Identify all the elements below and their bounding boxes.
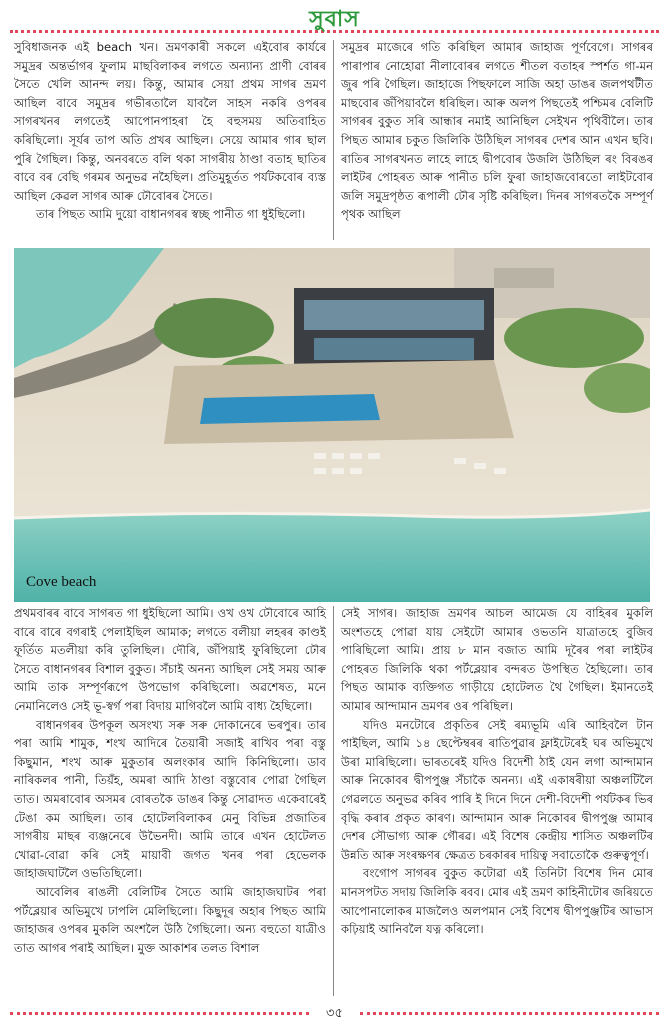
bottom-right-column bbox=[341, 604, 653, 939]
paragraph: প্ৰথমবাৰৰ বাবে সাগৰত গা ধুইছিলো আমি। ওখ ওখ ঢৌবোৰে আহি বাৰে বাৰে বগৰাই পেলাইছিল আমাক; লগতে বলীয়া লহৰৰ কাণ্ডই ফূৰ্তিত মতলীয়া কৰি তুলিছিল। দৌৰি, জঁপিয়াই ফুৰিছিলো ঢৌৰ সৈতে বাধানগৰৰ বিশাল বুকুত। সঁচাই অনন্য আছিল সেই সময় আৰু আমি তাক সম্পূৰ্ণৰূপে উপভোগ কৰিছিলো। অৱশেষত, মনে নেমানিলেও সেই ভূ-স্বৰ্গ পৰা বিদায় মাগিবলৈ আমি বাধ্য হৈছিলো। bbox=[14, 606, 326, 713]
paragraph: সুবিধাজনক এই beach খন। ভ্ৰমণকাৰী সকলে এইবোৰ কাৰ্যৰে সমুদ্ৰৰ অন্তৰ্ভাগৰ ফুলাম মাছবিলাকৰ লগতে অন্যান্য প্ৰাণী বোৰৰ সৈতে খেলি আনন্দ লয়। কিন্তু, আমাৰ সেয়া প্ৰথম সাগৰ ভ্ৰমণ আছিল বাবে সমুদ্ৰৰ গভীৰতালৈ যাবলৈ সাহস নকৰি ওপৰৰ সাগৰখনৰ লগতেই আপোনপাহৰা হৈ বহুসময় অতিবাহিত কৰিছিলো। সূৰ্যৰ তাপ অতি প্ৰখৰ আছিল। সেয়ে আমাৰ গাৰ ছাল পুৰি গৈছিল। কিন্তু, অনবৰতে বলি থকা সাগৰীয় ঠাণ্ডা বতাহ ছাতিৰ বাবে বৰ বেছি গৰমৰ অনুভৱ নহৈছিল। প্ৰতিমুহূৰ্তত পৰ্যটকবোৰ ব্যস্ত আছিল কেৱল সাগৰ আৰু ঢৌবোৰৰ সৈতে। bbox=[14, 40, 326, 203]
paragraph: বাধানগৰৰ উপকূল অসংখ্য সৰু সৰু দোকানেৰে ভৰপুৰ। তাৰ পৰা আমি শামুক, শংখ আদিৰে তৈয়াৰী সজাই ৰাখিব পৰা বস্তু কিছুমান, শংখ আৰু মুকুতাৰ অলংকাৰ আদি কিনিছিলো। ডাব নাৰিকলৰ পানী, তিয়ঁহ, অমৰা আদি ঠাণ্ডা বস্তুবোৰ পোৱা গৈছিল তাত। অমৰাবোৰ অসমৰ বোৰতকৈ ডাঙৰ কিন্তু সোৱাদত একেবাৰেই টেঙা কম আছিল। তাৰ হোটেলবিলাকৰ মেনু বিভিন্ন প্ৰজাতিৰ সাগৰীয় মাছৰ ব্যঞ্জনেৰে উভৈনদী। আমি তাৰে এখন হোটেলত খোৱা-বোৱা কৰি সেই মায়াবী জগত খনৰ পৰা হেভেলক জাহাজঘাটলৈ ওভতিছিলো। bbox=[14, 717, 326, 881]
cove-beach-photo bbox=[14, 248, 650, 602]
top-left-column bbox=[14, 38, 326, 224]
paragraph: তাৰ পিছত আমি দুয়ো বাধানগৰৰ স্বচ্ছ পানীত গা ধুইছিলো। bbox=[36, 207, 306, 222]
paragraph: সমুদ্ৰৰ মাজেৰে গতি কৰিছিল আমাৰ জাহাজ পূৰ্ণবেগে। সাগৰৰ পাৰাপাৰ নোহোৱা নীলাবোৰৰ লগতে শীতল বতাহৰ স্পৰ্শত গা-মন জুৰ পৰি গৈছিল। জাহাজে পিছফালে সাজি অহা ডাঙৰ জলপথটীত মাছবোৰ জঁপিয়াবলৈ ধৰিছিল। আৰু অলপ পিছতেই পশ্চিমৰ বেলিটি সাগৰৰ বুকুত সৰি আন্ধাৰ নমাই আনিছিল সেইখন পৃথিবীলৈ। তাৰ পিছত আমাৰ চকুত জিলিকি উঠিছিল সাগৰৰ দেশৰ আন এখন ছবি। ৰাতিৰ সাগৰখনত লাহে লাহে দ্বীপবোৰ উজলি উঠিছিল ৰং বিৰঙৰ লাইটৰ পোহৰত আৰু পানীত চলি ফুৰা জাহাজবোৰতো লাইটবোৰ জলি সমুদ্ৰপৃষ্ঠত ৰূপালী ঢৌৰ সৃষ্টি কৰিছিল। দিনৰ সাগৰতকৈ সম্পূৰ্ণ পৃথক আছিল bbox=[341, 40, 653, 222]
bottom-dotted-rule-right bbox=[360, 1012, 659, 1015]
column-divider bbox=[333, 40, 334, 240]
aerial-beach-image bbox=[14, 248, 650, 602]
paragraph: যদিও মনটোৰে প্ৰকৃতিৰ সেই ৰম্যভূমি এৰি আহিবলৈ টান পাইছিল, আমি ১৪ ছেপ্টেম্বৰৰ ৰাতিপুৱাৰ ফ্লাইটেৰেই ঘৰ অভিমুখে উৰা মাৰিছিলো। ভাৰতৰেই যদিও বিদেশী ঠাই যেন লগা আন্দামান আৰু নিকোবৰ দ্বীপপুঞ্জ সঁচাকৈ অনন্য। এই একাষৰীয়া অঞ্চলটিলৈ গেৱলতে অনুভৱ কৰিব পাৰি ই দিনে দিনে দেশী-বিদেশী পৰ্যটকৰ ভিৰ বৃদ্ধি কৰাৰ প্ৰকৃত কাৰণ। আন্দামান আৰু নিকোবৰ দ্বীপপুঞ্জ আমাৰ দেশৰ সৌভাগ্য আৰু গৌৰৱ। এই বিশেষ কেন্দ্ৰীয় শাসিত অঞ্চলটিৰ উন্নতি আৰু সংৰক্ষণৰ ক্ষেত্ৰত চৰকাৰৰ দায়িত্ব সবাতোকৈ গুৰুত্বপূৰ্ণ। bbox=[341, 717, 653, 862]
column-divider bbox=[333, 606, 334, 996]
top-right-column bbox=[341, 38, 653, 224]
magazine-title: সুবাস bbox=[309, 6, 360, 32]
paragraph: আবেলিৰ ৰাঙলী বেলিটিৰ সৈতে আমি জাহাজঘাটৰ পৰা পৰ্টব্লেয়াৰ অভিমুখে ঢাপলি মেলিছিলো। কিছুদূৰ অহাৰ পিছত আমি জাহাজৰ ওপৰৰ মুকলি অংশলৈ উঠি গৈছিলো। অন্য বহুতো যাত্ৰীও তাত আগৰ পৰাই আছিল। মুক্ত আকাশৰ তলত বিশাল bbox=[14, 884, 326, 955]
paragraph: বংগোপ সাগৰৰ বুকুত কটোৱা এই তিনিটা বিশেষ দিন মোৰ মানসপটত সদায় জিলিকি ৰবব। মোৰ এই ভ্ৰমণ কাহিনীটোৰ জৰিয়তে আপোনালোকৰ মাজলৈও অলপমান সেই বিশেষ দ্বীপপুঞ্জটিৰ আভাস কঢ়িয়াই আনিবলৈ যত্ন কৰিলো। bbox=[341, 866, 653, 937]
page-number: ৩৫ bbox=[326, 1006, 343, 1021]
photo-caption: Cove beach bbox=[26, 574, 97, 590]
bottom-left-column bbox=[14, 604, 326, 957]
paragraph: সেই সাগৰ। জাহাজ ভ্ৰমণৰ আচল আমেজ যে বাহিৰৰ মুকলি অংশতহে পোৱা যায় সেইটো আমাৰ ওভতনি যাত্ৰাতহে বুজিব পাৰিছিলো আমি। প্ৰায় ৮ মান বজাত আমি দূৰৈৰ পৰা লাইটৰ পোহৰত জিলিকি থকা পৰ্টব্লেয়াৰ বন্দৰত উপস্থিত হৈছিলো। তাৰ পিছত আমাক ব্যক্তিগত গাড়ীয়ে হোটেলত থৈ গৈছিল। ইমানতেই আমাৰ আন্দামান ভ্ৰমণৰ ওৰ পৰিছিল। bbox=[341, 606, 653, 713]
